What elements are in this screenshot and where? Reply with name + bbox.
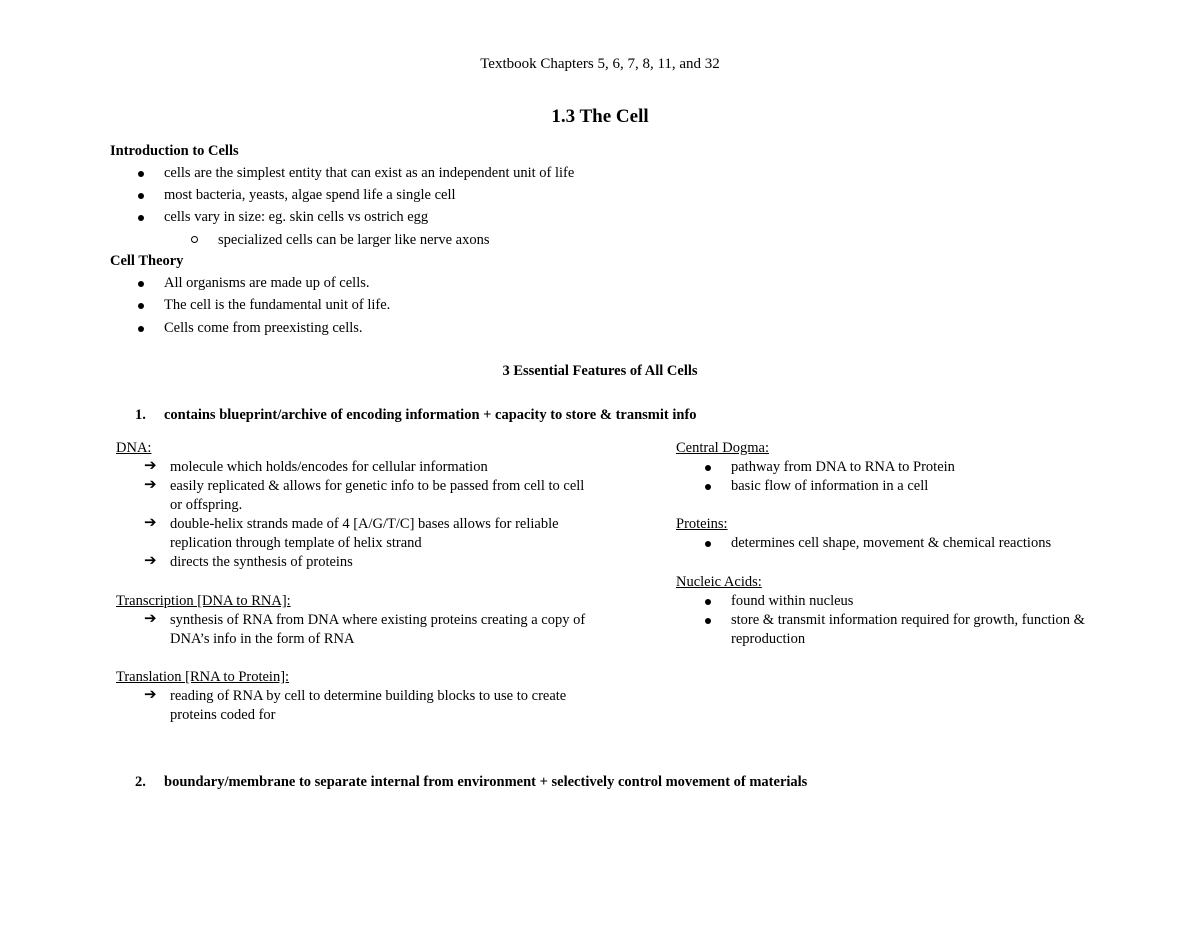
proteins-label: Proteins:	[676, 516, 728, 532]
cell-theory-item: Cells come from preexisting cells.	[164, 320, 363, 336]
dna-item: directs the synthesis of proteins	[170, 554, 353, 570]
central-dogma-label: Central Dogma:	[676, 440, 770, 456]
intro-subitem: specialized cells can be larger like nerve axons	[218, 232, 490, 248]
arrow-icon: ➔	[144, 553, 157, 569]
central-dogma-item: basic flow of information in a cell	[731, 478, 929, 494]
bullet-icon	[705, 484, 711, 490]
arrow-icon: ➔	[144, 477, 157, 493]
cell-theory-item: The cell is the fundamental unit of life.	[164, 297, 391, 313]
bullet-icon	[138, 193, 144, 199]
cell-theory-item: All organisms are made up of cells.	[164, 275, 370, 291]
bullet-icon	[705, 618, 711, 624]
bullet-icon	[138, 281, 144, 287]
nucleic-acids-item-cont: reproduction	[731, 631, 806, 647]
translation-item: reading of RNA by cell to determine building blocks to use to create	[170, 688, 567, 704]
intro-item: cells are the simplest entity that can exist as an independent unit of life	[164, 165, 575, 181]
dna-item-cont: or offspring.	[170, 497, 243, 513]
bullet-icon	[705, 599, 711, 605]
translation-label: Translation [RNA to Protein]:	[116, 669, 290, 685]
transcription-label: Transcription [DNA to RNA]:	[116, 593, 291, 609]
cell-theory-heading: Cell Theory	[110, 253, 184, 269]
arrow-icon: ➔	[144, 515, 157, 531]
dna-item: easily replicated & allows for genetic info to be passed from cell to cell	[170, 478, 585, 494]
translation-item-cont: proteins coded for	[170, 707, 276, 723]
central-dogma-item: pathway from DNA to RNA to Protein	[731, 459, 955, 475]
bullet-icon	[138, 171, 144, 177]
proteins-item: determines cell shape, movement & chemical reactions	[731, 535, 1052, 551]
dna-item-cont: replication through template of helix strand	[170, 535, 422, 551]
transcription-item: synthesis of RNA from DNA where existing proteins creating a copy of	[170, 612, 586, 628]
bullet-icon	[138, 215, 144, 221]
arrow-icon: ➔	[144, 611, 157, 627]
hollow-bullet-icon	[191, 236, 198, 243]
intro-heading: Introduction to Cells	[110, 143, 239, 159]
nucleic-acids-item: store & transmit information required for growth, function &	[731, 612, 1085, 628]
feature-item-2: boundary/membrane to separate internal from environment + selectively control movement of materials	[164, 774, 808, 790]
page-subtitle: Textbook Chapters 5, 6, 7, 8, 11, and 32	[480, 56, 720, 72]
bullet-icon	[138, 326, 144, 332]
bullet-icon	[705, 541, 711, 547]
arrow-icon: ➔	[144, 687, 157, 703]
intro-item: cells vary in size: eg. skin cells vs ostrich egg	[164, 209, 429, 225]
nucleic-acids-item: found within nucleus	[731, 593, 854, 609]
feature-number: 2.	[135, 774, 146, 790]
dna-item: double-helix strands made of 4 [A/G/T/C] bases allows for reliable	[170, 516, 559, 532]
feature-number: 1.	[135, 407, 146, 423]
nucleic-acids-label: Nucleic Acids:	[676, 574, 762, 590]
page-title: 1.3 The Cell	[551, 106, 649, 127]
bullet-icon	[138, 303, 144, 309]
dna-item: molecule which holds/encodes for cellular information	[170, 459, 488, 475]
transcription-item-cont: DNA’s info in the form of RNA	[170, 631, 355, 647]
feature-item-1: contains blueprint/archive of encoding information + capacity to store & transmit info	[164, 407, 697, 423]
intro-item: most bacteria, yeasts, algae spend life a single cell	[164, 187, 456, 203]
features-heading: 3 Essential Features of All Cells	[502, 363, 698, 379]
bullet-icon	[705, 465, 711, 471]
arrow-icon: ➔	[144, 458, 157, 474]
dna-label: DNA:	[116, 440, 152, 456]
